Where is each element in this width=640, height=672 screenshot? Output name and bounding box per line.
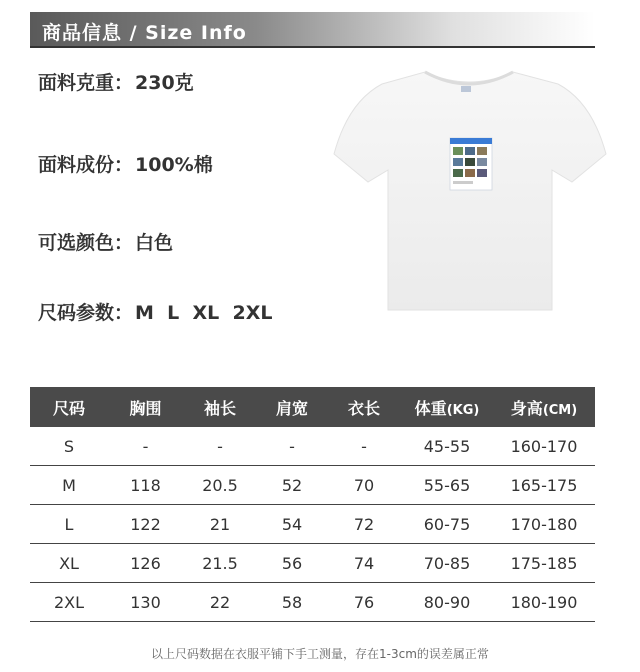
chest-print-graphic [450, 138, 492, 190]
column-header-weight-unit: (KG) [446, 402, 480, 418]
table-cell: 20.5 [183, 466, 257, 505]
table-cell: 160-170 [493, 427, 595, 466]
table-cell: 165-175 [493, 466, 595, 505]
column-header-height [493, 387, 595, 427]
column-header-shoulder: 肩宽 [257, 387, 327, 427]
table-cell: 74 [327, 544, 401, 583]
table-row [30, 466, 595, 505]
spec-label: 面料克重： [38, 72, 134, 94]
table-cell: 80-90 [401, 583, 493, 622]
table-cell: 21 [183, 505, 257, 544]
spec-fabric-weight [38, 68, 194, 95]
column-header-sleeve: 袖长 [183, 387, 257, 427]
table-cell: 122 [108, 505, 183, 544]
measurement-note: 以上尺码数据在衣服平铺下手工测量，存在1-3cm的误差属正常 [151, 647, 489, 661]
column-header-size: 尺码 [30, 387, 108, 427]
section-title: 商品信息 / Size Info [42, 22, 247, 44]
table-cell: 22 [183, 583, 257, 622]
size-table [30, 387, 595, 622]
spec-value: 100%棉 [135, 154, 213, 176]
table-cell: 175-185 [493, 544, 595, 583]
table-cell: 54 [257, 505, 327, 544]
spec-colors [38, 228, 173, 255]
table-cell: XL [30, 544, 108, 583]
table-cell: 70 [327, 466, 401, 505]
column-header-weight-label: 体重 [414, 398, 447, 418]
table-row [30, 583, 595, 622]
column-header-weight [401, 387, 493, 427]
tshirt-image [330, 62, 608, 318]
table-cell: 76 [327, 583, 401, 622]
table-header-row [30, 387, 595, 427]
table-cell: 180-190 [493, 583, 595, 622]
column-header-chest: 胸围 [108, 387, 183, 427]
spec-sizes [38, 298, 272, 325]
section-header [30, 12, 595, 48]
table-cell: 56 [257, 544, 327, 583]
spec-label: 可选颜色： [38, 232, 134, 254]
spec-value: M L XL 2XL [135, 302, 273, 324]
table-cell: L [30, 505, 108, 544]
table-cell: S [30, 427, 108, 466]
table-cell: 130 [108, 583, 183, 622]
table-row [30, 427, 595, 466]
table-cell: 72 [327, 505, 401, 544]
table-cell: - [183, 427, 257, 466]
table-cell: 55-65 [401, 466, 493, 505]
header-divider [30, 46, 595, 48]
column-header-height-unit: (CM) [542, 402, 578, 418]
spec-value: 白色 [135, 232, 174, 254]
table-cell: - [257, 427, 327, 466]
tshirt-illustration [330, 62, 608, 318]
neck-label-icon [461, 86, 471, 92]
table-row [30, 505, 595, 544]
table-cell: 2XL [30, 583, 108, 622]
table-cell: 170-180 [493, 505, 595, 544]
table-cell: 58 [257, 583, 327, 622]
table-cell: 118 [108, 466, 183, 505]
table-cell: 21.5 [183, 544, 257, 583]
spec-fabric-composition [38, 150, 213, 177]
table-cell: 60-75 [401, 505, 493, 544]
spec-label: 面料成份： [38, 154, 134, 176]
table-row [30, 544, 595, 583]
table-cell: - [108, 427, 183, 466]
table-cell: - [327, 427, 401, 466]
table-cell: 45-55 [401, 427, 493, 466]
table-cell: 52 [257, 466, 327, 505]
table-cell: M [30, 466, 108, 505]
table-cell: 126 [108, 544, 183, 583]
spec-label: 尺码参数： [38, 302, 134, 324]
table-cell: 70-85 [401, 544, 493, 583]
column-header-height-label: 身高 [510, 398, 543, 418]
spec-value: 230克 [135, 72, 194, 94]
column-header-length: 衣长 [327, 387, 401, 427]
